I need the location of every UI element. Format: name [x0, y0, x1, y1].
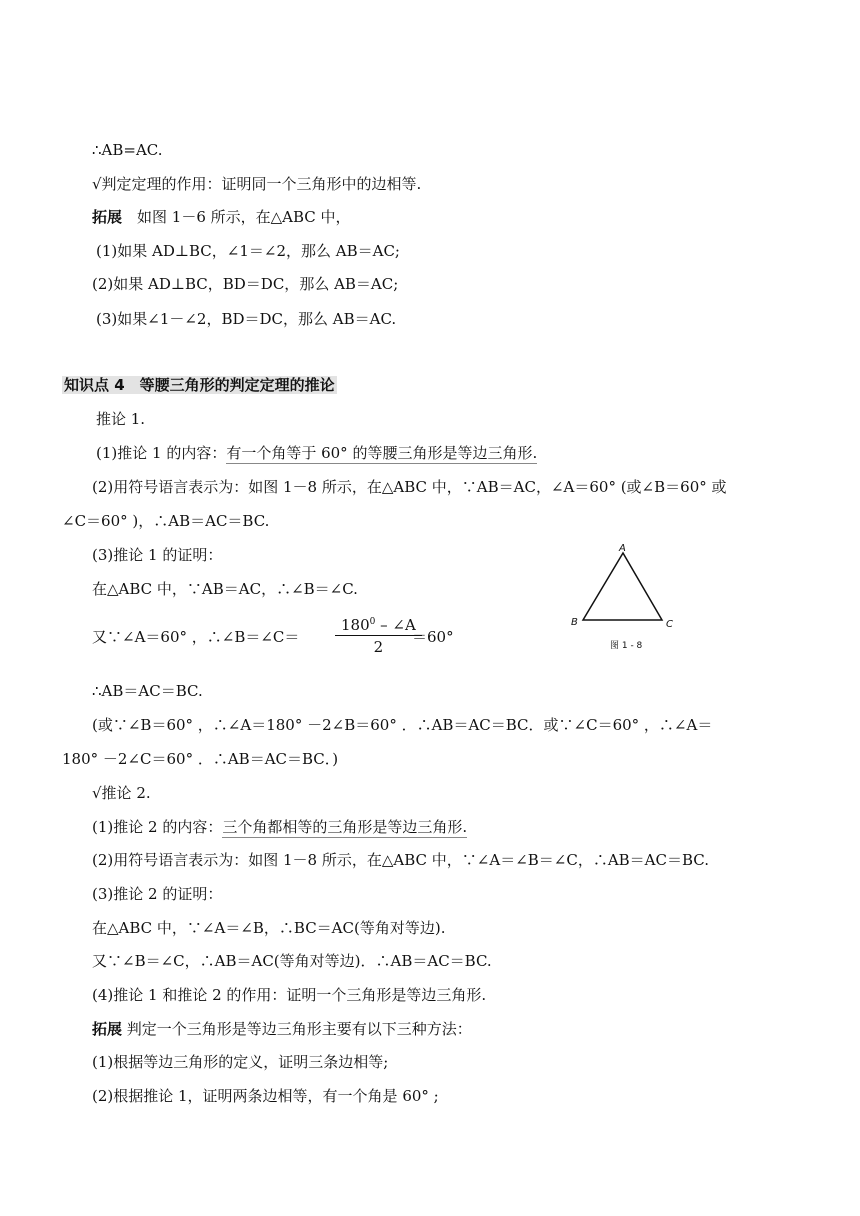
text-line: (2)根据推论 1，证明两条边相等，有一个角是 60° ; — [92, 1087, 439, 1105]
fraction-numerator: $180^0$ – ∠A — [335, 612, 422, 636]
text-line: ＝60° — [412, 628, 454, 646]
text-line: ∠C＝60° )，∴AB＝AC＝BC. — [62, 512, 270, 530]
text-line: 推论 1. — [96, 410, 146, 428]
underlined-answer: 有一个角等于 60° 的等腰三角形是等边三角形. — [226, 444, 538, 462]
section-heading-text: 知识点 4 等腰三角形的判定定理的推论 — [64, 376, 335, 394]
text-line: 在△ABC 中，∵AB＝AC，∴∠B＝∠C. — [92, 580, 358, 598]
text-line: √推论 2. — [92, 784, 151, 802]
vertex-label-b: B — [571, 617, 578, 628]
text-span: 如图 1－6 所示，在△ABC 中， — [122, 208, 351, 226]
text-line: (3)推论 2 的证明： — [92, 885, 223, 903]
figure-caption: 图 1 - 8 — [610, 641, 643, 651]
text-line: (1)如果 AD⊥BC，∠1＝∠2，那么 AB＝AC; — [96, 242, 400, 260]
text-line: ∴AB=AC. — [92, 141, 163, 159]
triangle-figure — [566, 536, 686, 658]
text-line: 又∵∠A＝60° ，∴∠B＝∠C＝ — [92, 628, 300, 646]
text-line: (2)用符号语言表示为：如图 1－8 所示，在△ABC 中，∵∠A＝∠B＝∠C，∴AB＝AC＝BC. — [92, 851, 710, 869]
text-line: (2)用符号语言表示为：如图 1－8 所示，在△ABC 中，∵AB＝AC，∠A＝60° (或∠B＝60° 或 — [92, 478, 727, 496]
text-line: √判定定理的作用：证明同一个三角形中的边相等. — [92, 175, 422, 193]
vertex-label-a: A — [619, 543, 626, 554]
fraction-denominator: 2 — [373, 638, 384, 656]
extension-label: 拓展 — [92, 1020, 123, 1038]
text-span: 判定一个三角形是等边三角形主要有以下三种方法： — [122, 1020, 472, 1038]
text-line — [92, 1019, 472, 1039]
text-line: (4)推论 1 和推论 2 的作用：证明一个三角形是等边三角形. — [92, 986, 487, 1004]
text-line: (3)推论 1 的证明： — [92, 546, 223, 564]
extension-label: 拓展 — [92, 208, 123, 226]
section-heading — [62, 375, 337, 395]
triangle-shape — [583, 553, 662, 620]
text-line: 180° －2∠C＝60° ．∴AB＝AC＝BC．) — [62, 750, 339, 768]
text-line: (或∵∠B＝60° ，∴∠A＝180° －2∠B＝60° ．∴AB＝AC＝BC．或∵∠C＝60° ，∴∠A＝ — [92, 716, 713, 734]
text-line: (1)根据等边三角形的定义，证明三条边相等; — [92, 1053, 389, 1071]
fraction — [335, 612, 422, 658]
text-line — [96, 443, 537, 463]
text-line: (2)如果 AD⊥BC，BD＝DC，那么 AB＝AC; — [92, 275, 399, 293]
vertex-label-c: C — [666, 619, 673, 630]
text-line — [92, 817, 467, 837]
underlined-answer: 三个角都相等的三角形是等边三角形. — [222, 818, 468, 836]
text-line — [92, 207, 351, 227]
text-span: (1)推论 1 的内容： — [96, 444, 227, 462]
text-line: ∴AB＝AC＝BC. — [92, 682, 203, 700]
text-span: (1)推论 2 的内容： — [92, 818, 223, 836]
text-line: (3)如果∠1－∠2，BD＝DC，那么 AB＝AC. — [96, 310, 397, 328]
text-line: 在△ABC 中，∵∠A＝∠B，∴BC＝AC(等角对等边). — [92, 919, 446, 937]
text-line: 又∵∠B＝∠C，∴AB＝AC(等角对等边)．∴AB＝AC＝BC. — [92, 952, 492, 970]
